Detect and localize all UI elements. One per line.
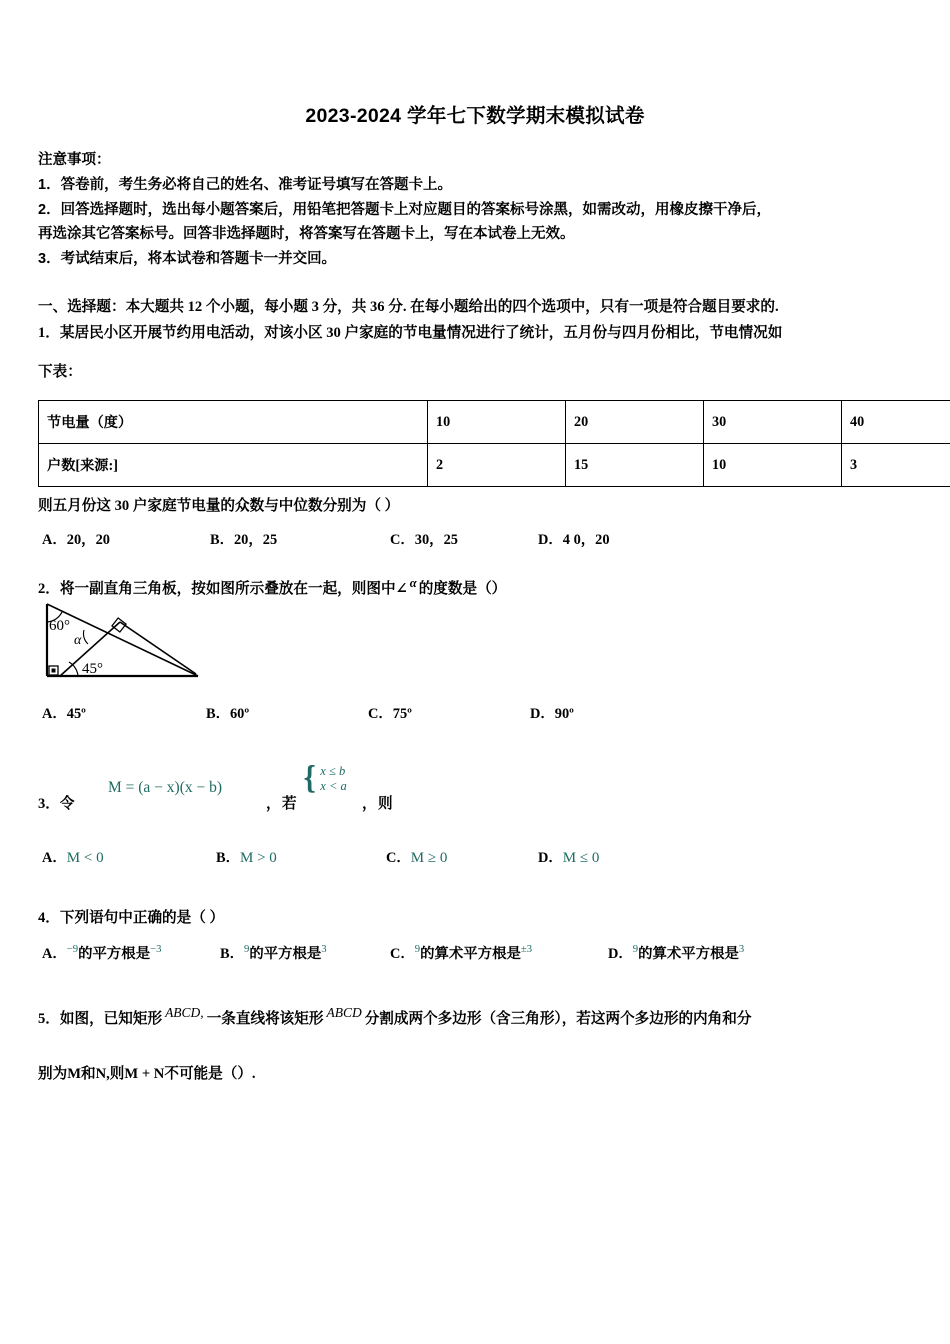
option-a[interactable]: A．20，20: [42, 532, 110, 548]
option-d-letter: D．: [538, 850, 563, 866]
option-d-letter: D．: [608, 946, 633, 962]
option-d[interactable]: D．4 0，20: [538, 532, 610, 548]
angle-label-45: 45°: [82, 661, 103, 677]
question-5-part-4d: 不可能是（）.: [164, 1066, 256, 1082]
question-4-options: [38, 940, 914, 970]
option-b-expression: M > 0: [240, 850, 277, 866]
page-title: 2023-2024 学年七下数学期末模拟试卷: [305, 105, 645, 127]
option-d[interactable]: [538, 846, 599, 867]
question-2-stem-tail: 的度数是（）: [418, 581, 507, 597]
question-5-abcd-2: ABCD: [326, 1005, 362, 1021]
table-row: [39, 401, 950, 444]
question-5-part-3: 分割成两个多边形（含三角形），若这两个多边形的内角和分: [364, 1011, 752, 1027]
question-5-m-plus-n: M + N: [124, 1066, 165, 1082]
frequency-table: [38, 400, 950, 487]
document-body: [38, 148, 914, 1083]
option-d-sup-2: 3: [738, 944, 745, 956]
option-a-expression: M < 0: [66, 850, 104, 866]
option-a-letter: A．: [42, 946, 67, 962]
option-b-letter: B．: [216, 850, 240, 866]
question-1-stem-line2: 下表：: [38, 364, 82, 380]
option-c-letter: C．: [386, 850, 411, 866]
notice-item: 3．考试结束后，将本试卷和答题卡一并交回。: [38, 250, 337, 267]
option-b-sup-2: 3: [321, 944, 327, 956]
question-3-if-word: 若: [282, 796, 297, 812]
notice-item: 1．答卷前，考生务必将自己的姓名、准考证号填写在答题卡上。: [38, 177, 453, 193]
question-5-n: N,: [95, 1066, 110, 1082]
option-a-letter: A．: [42, 850, 67, 866]
angle-label-alpha: α: [74, 633, 82, 648]
question-5-stem: [38, 1006, 914, 1032]
table-cell: 3: [842, 444, 950, 487]
question-3-comma-2: ，: [362, 796, 377, 812]
table-row-header: 户数[来源:]: [39, 444, 428, 487]
question-5-part-4a: 别为: [38, 1066, 68, 1082]
option-d-expression: M ≤ 0: [562, 850, 600, 866]
option-c-expression: M ≥ 0: [410, 850, 448, 866]
question-3-condition-brace: [300, 761, 347, 796]
brace-glyph: {: [302, 761, 317, 796]
option-c-sup-1: 9: [414, 944, 421, 956]
question-3-stem: [38, 762, 914, 824]
question-5-stem-continued: [38, 1062, 914, 1083]
table-cell: 10: [428, 401, 566, 444]
question-1-options: [38, 528, 914, 558]
overlapping-set-squares-icon: [38, 600, 218, 692]
notice-heading: 注意事项：: [38, 152, 111, 168]
question-5-m: M: [67, 1066, 81, 1082]
table-cell: 30: [704, 401, 842, 444]
option-d-text: 的算术平方根是: [638, 946, 739, 962]
question-5-part-4b: 和: [80, 1066, 96, 1082]
table-cell: 20: [566, 401, 704, 444]
angle-label-60: 60°: [49, 618, 70, 634]
question-5-part-1: 5．如图，已知矩形: [38, 1011, 163, 1027]
option-b[interactable]: [220, 942, 327, 963]
condition-line-2: x < a: [320, 779, 347, 793]
condition-line-1: x ≤ b: [320, 764, 346, 778]
option-d[interactable]: D．90º: [530, 706, 574, 722]
table-cell: 10: [704, 444, 842, 487]
question-5-part-2: 一条直线将该矩形: [206, 1011, 324, 1027]
option-b[interactable]: B．60º: [206, 706, 250, 722]
option-a-sup-1: −9: [66, 944, 79, 956]
option-b[interactable]: B．20，25: [210, 532, 278, 548]
table-row-header: 节电量（度）: [39, 401, 428, 444]
table-row: [39, 444, 950, 487]
question-3-expression: M = (a − x)(x − b): [108, 779, 223, 796]
option-c[interactable]: C．30，25: [390, 532, 458, 548]
question-5-abcd-1: ABCD,: [165, 1005, 204, 1021]
section-one-heading: 一、选择题：本大题共 12 个小题，每小题 3 分，共 36 分. 在每小题给出的四个选项中，只有一项是符合题目要求的.: [38, 299, 779, 315]
question-5-part-4c: 则: [109, 1066, 125, 1082]
table-cell: 40: [842, 401, 950, 444]
option-a[interactable]: A．45º: [42, 706, 86, 722]
option-c[interactable]: [386, 846, 447, 867]
option-b-letter: B．: [220, 946, 244, 962]
option-c-text: 的算术平方根是: [420, 946, 521, 962]
option-a[interactable]: [42, 846, 104, 867]
option-a[interactable]: [42, 942, 161, 963]
question-3-then-word: 则: [378, 796, 393, 812]
question-3-lead: 3．令: [38, 796, 75, 812]
option-b-text: 的平方根是: [249, 946, 322, 962]
notice-item: 再选涂其它答案标号。回答非选择题时，将答案写在答题卡上，写在本试卷上无效。: [38, 226, 575, 242]
question-3-options: [38, 846, 914, 876]
option-b-sup-1: 9: [244, 944, 250, 956]
question-1-prompt: 则五月份这 30 户家庭节电量的众数与中位数分别为（ ）: [38, 498, 400, 514]
question-2-options: [38, 702, 914, 732]
option-a-sup-2: −3: [150, 944, 162, 956]
question-2-figure: [38, 600, 914, 692]
question-4-stem: 4．下列语句中正确的是（ ）: [38, 910, 225, 926]
table-cell: 15: [566, 444, 704, 487]
option-d[interactable]: [608, 942, 744, 963]
option-c-letter: C．: [390, 946, 415, 962]
option-c-sup-2: ±3: [520, 944, 533, 956]
option-c[interactable]: C．75º: [368, 706, 412, 722]
option-b[interactable]: [216, 846, 277, 867]
table-cell: 2: [428, 444, 566, 487]
question-2-stem: [38, 577, 914, 598]
option-c[interactable]: [390, 942, 532, 963]
question-3-comma-1: ，: [266, 796, 281, 812]
notice-item: 2．回答选择题时，选出每小题答案后，用铅笔把答题卡上对应题目的答案标号涂黑，如需改动，用橡皮擦干净后，: [38, 201, 772, 218]
option-a-text: 的平方根是: [78, 946, 151, 962]
alpha-symbol: α: [409, 576, 417, 591]
option-d-sup-1: 9: [632, 944, 639, 956]
question-1-stem-line1: 1．某居民小区开展节约用电活动，对该小区 30 户家庭的节电量情况进行了统计，五月份与四月份相比，节电情况如: [38, 325, 783, 341]
question-2-stem-text: 2．将一副直角三角板，按如图所示叠放在一起，则图中∠: [38, 581, 408, 597]
